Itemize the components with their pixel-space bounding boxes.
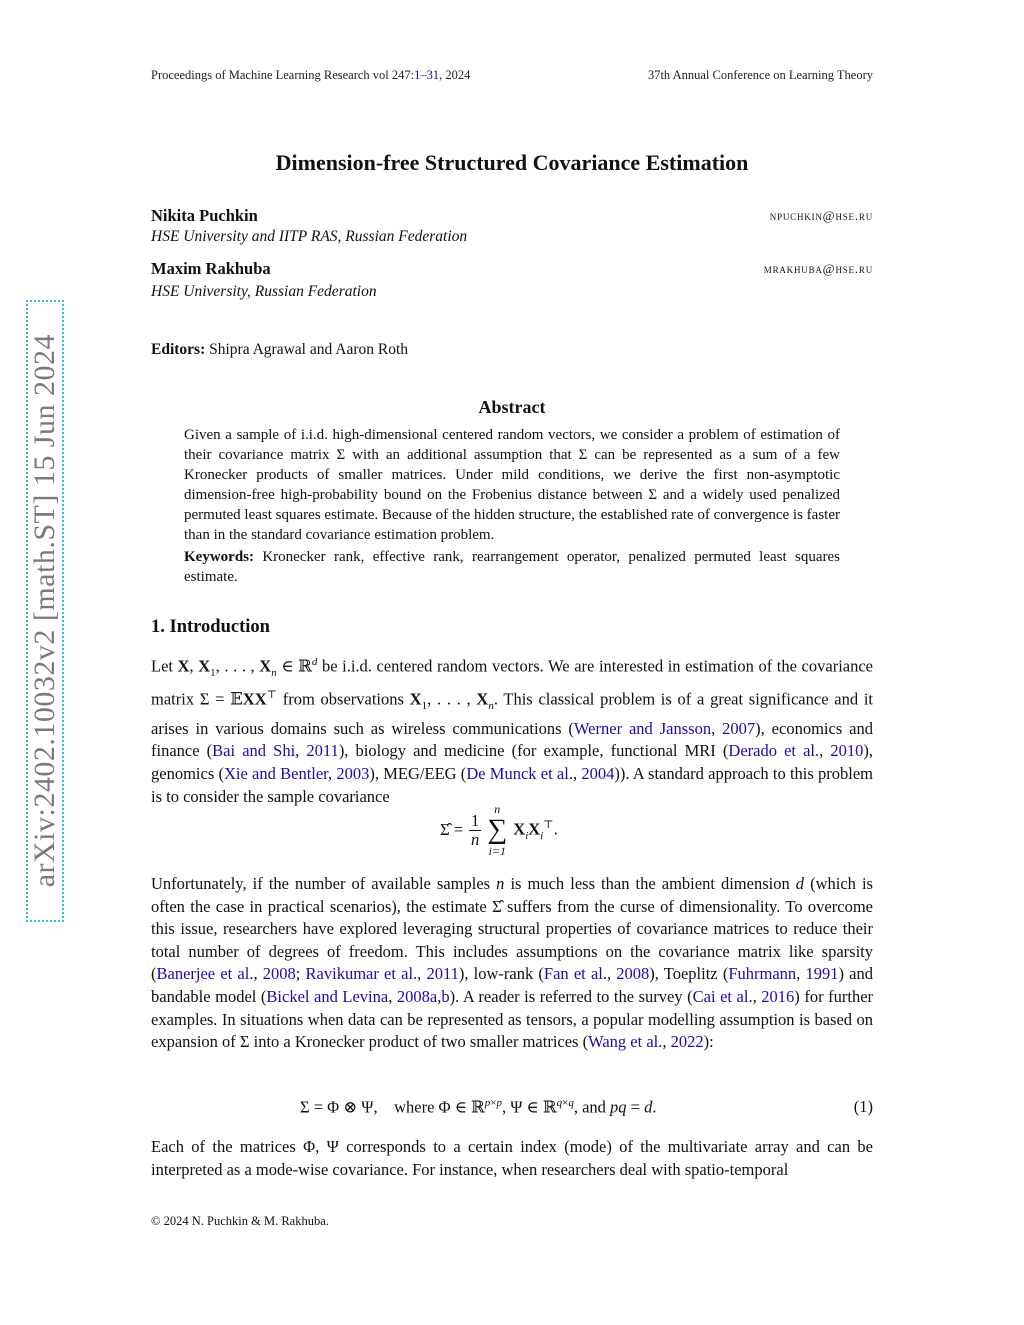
citation-demunck-year[interactable]: 2004 — [581, 763, 615, 783]
intro-p2-g: ) and bandable model ( — [151, 964, 873, 1006]
paper-title: Dimension-free Structured Covariance Estimation — [275, 150, 749, 175]
intro-p1-g: ), MEG/EEG ( — [369, 763, 467, 783]
editors-names: Shipra Agrawal and Aaron Roth — [209, 341, 409, 358]
intro-p3-b: corresponds to a certain index (mode) of the multivariate array and can be interpreted as a mode-wise covariance. For instance, when researchers deal with spatio-temporal — [151, 1137, 873, 1179]
intro-p3-a: Each of the matrices — [151, 1137, 304, 1156]
abstract-block — [184, 425, 840, 587]
intro-p1-e: ), biology and medicine (for example, functional MRI ( — [338, 741, 729, 761]
citation-xie-year[interactable]: 2003 — [336, 763, 370, 783]
running-header-left — [151, 68, 470, 83]
keywords-text: Kronecker rank, effective rank, rearrangement operator, penalized permuted least squares estimate. — [184, 549, 840, 585]
citation-bickel-year[interactable]: 2008a — [396, 986, 438, 1006]
equation-and: , and — [573, 1097, 606, 1117]
author-affiliation-1: HSE University and IITP RAS, Russian Federation — [151, 228, 468, 245]
intro-p2-h: ). A reader is referred to the survey ( — [449, 986, 693, 1006]
keywords-label: Keywords: — [184, 549, 254, 565]
citation-banerjee[interactable]: Banerjee et al. — [156, 964, 254, 984]
citation-fan[interactable]: Fan et al. — [543, 964, 607, 984]
citation-wang[interactable]: Wang et al. — [588, 1032, 663, 1052]
citation-bickel-b[interactable]: b — [441, 986, 450, 1006]
citation-fuhrmann-year[interactable]: 1991 — [805, 964, 839, 984]
section-number: 1. — [151, 617, 165, 637]
author-affiliation-2: HSE University, Russian Federation — [151, 283, 377, 300]
citation-banerjee-year[interactable]: 2008 — [262, 964, 296, 984]
citation-derado-year[interactable]: 2010 — [830, 741, 864, 761]
copyright-footer: © 2024 N. Puchkin & M. Rakhuba. — [151, 1214, 329, 1228]
intro-paragraph-3: Each of the matrices Φ, Ψ corresponds to a certain index (mode) of the multivariate array and can be interpreted as a mode-wise covariance. For instance, when researchers deal with spatio-temporal — [151, 1137, 873, 1179]
citation-ravikumar[interactable]: Ravikumar et al. — [305, 964, 418, 984]
citation-bai[interactable]: Bai and Shi — [212, 741, 296, 761]
intro-p1-a: be i.i.d. centered random vectors. We are interested in estimation of the covariance matrix — [151, 656, 874, 709]
intro-p2-i: ) for further examples. In situations when data can be represented as tensors, a popular modelling assumption is based on expansion of Σ into a Kronecker product of two smaller matrices ( — [151, 986, 874, 1052]
arxiv-identifier: arXiv:2402.10032v2 [math.ST] 15 Jun 2024 — [28, 334, 61, 888]
author-email-1[interactable]: npuchkin@hse.ru — [769, 208, 873, 223]
editors-line — [151, 341, 408, 359]
arxiv-stamp — [26, 300, 64, 922]
page-start-link[interactable]: 1 — [414, 68, 421, 82]
intro-p2-e: ), low-rank ( — [458, 964, 544, 984]
proceedings-label: Proceedings of Machine Learning Research vol 247: — [151, 68, 415, 82]
author-name-2: Maxim Rakhuba — [151, 259, 271, 278]
intro-p2-a: Unfortunately, if the number of available samples — [151, 874, 497, 893]
intro-p2-b: is much less than the ambient dimension — [504, 874, 796, 893]
editors-label: Editors: — [151, 341, 206, 358]
intro-paragraph-2: Unfortunately, if the number of available samples n is much less than the ambient dimension d (which is often the case in practical scenarios), the estimate Σ̂ suffers from the curse of dimensionality. To overcome this issue, researchers have explored leveraging structural properties of covariance matrices to reduce their total number of degrees of freedom. This includes assumptions on the covariance matrix like sparsity (Banerjee et al., 2008; Ravikumar et al., 2011), low-rank (Fan et al., 2008), Toeplitz (Fuhrmann, 1991) and bandable model (Bickel and Levina, 2008a,b). A reader is referred to the survey (Cai et al., 2016) for further examples. In situations when data can be represented as tensors, a popular modelling assumption is based on expansion of Σ into a Kronecker product of two smaller matrices (Wang et al., 2022): — [151, 874, 874, 1052]
proceedings-year: , 2024 — [439, 68, 471, 82]
intro-p1-d: ), economics and finance ( — [151, 718, 873, 761]
intro-p2-f: ), Toeplitz ( — [649, 964, 729, 984]
citation-demunck[interactable]: De Munck et al. — [466, 763, 573, 783]
author-email-2[interactable]: mrakhuba@hse.ru — [763, 261, 873, 276]
citation-xie[interactable]: Xie and Bentler — [223, 763, 329, 783]
citation-derado[interactable]: Derado et al. — [728, 741, 820, 761]
intro-p2-c: (which is often the case in practical scenarios), the estimate — [151, 874, 873, 916]
citation-werner[interactable]: Werner and Jansson — [573, 718, 712, 738]
citation-werner-year[interactable]: 2007 — [722, 718, 756, 738]
equation-where: where — [394, 1097, 435, 1117]
abstract-body: Given a sample of i.i.d. high-dimensional centered random vectors, we consider a problem of estimation of their covariance matrix Σ with an additional assumption that Σ can be represented as a sum of a few Kronecker products of smaller matrices. Under mild conditions, we derive the first non-asymptotic dimension-free high-probability bound on the Frobenius distance between Σ and a widely used penalized permuted least squares estimate. Because of the hidden structure, the established rate of convergence is faster than in the standard covariance estimation problem. — [184, 427, 840, 543]
citation-cai[interactable]: Cai et al. — [692, 986, 753, 1006]
intro-paragraph-1: Let X, $X_1$, . . . , $X_n$ ∈ ℝ$^d$ be i.i.d. centered random vectors. We are interested in estimation of the covariance matrix Σ = 𝔼XX⊤ from observations $X_1$, . . . , $X_n$. This classical problem is of a great significance and it arises in various domains such as wireless communications (Werner and Jansson, 2007), economics and finance (Bai and Shi, 2011), biology and medicine (for example, functional MRI (Derado et al., 2010), genomics (Xie and Bentler, 2003), MEG/EEG (De Munck et al., 2004)). A standard approach to this problem is to consider the sample covariance — [151, 656, 874, 806]
page-end-link[interactable]: 31 — [426, 68, 440, 82]
section-title: Introduction — [169, 617, 270, 637]
citation-fan-year[interactable]: 2008 — [616, 964, 650, 984]
keywords-line — [184, 547, 840, 587]
intro-p1-c: . This classical problem is of a great significance and it arises in various domains such as wireless communications ( — [151, 689, 873, 738]
citation-cai-year[interactable]: 2016 — [761, 986, 795, 1006]
citation-ravikumar-year[interactable]: 2011 — [426, 964, 459, 984]
sample-covariance-equation: Σ̂ = $\frac{1}{n}$ n ∑ i=1 $X_iX_i^⊤$. — [440, 802, 558, 858]
intro-p2-j: ): — [703, 1032, 714, 1052]
abstract-heading: Abstract — [478, 397, 546, 417]
kronecker-equation: Σ = Φ ⊗ Ψ, where Φ ∈ ℝ$^{p\times p}$, Ψ ∈ ℝ$^{q\times q}$, and pq = d. — [300, 1097, 657, 1117]
citation-bickel[interactable]: Bickel and Levina — [266, 986, 389, 1006]
page-range-dash: – — [420, 68, 427, 82]
section-heading — [151, 617, 270, 638]
running-header-right: 37th Annual Conference on Learning Theory — [647, 68, 873, 82]
citation-bai-year[interactable]: 2011 — [306, 741, 339, 761]
intro-p2-d: suffers from the curse of dimensionality. To overcome this issue, researchers have explored leveraging structural properties of covariance matrices to reduce their total number of degrees of freedom. This includes assumptions on the covariance matrix like sparsity ( — [151, 896, 873, 984]
intro-p1-f: ), genomics ( — [151, 741, 874, 783]
equation-number: (1) — [853, 1097, 873, 1116]
intro-p1-b: from observations — [276, 689, 410, 709]
intro-p1-h: )). A standard approach to this problem is to consider the sample covariance — [151, 763, 874, 806]
citation-wang-year[interactable]: 2022 — [670, 1032, 704, 1052]
author-name-1: Nikita Puchkin — [151, 206, 258, 225]
citation-fuhrmann[interactable]: Fuhrmann — [728, 964, 797, 984]
